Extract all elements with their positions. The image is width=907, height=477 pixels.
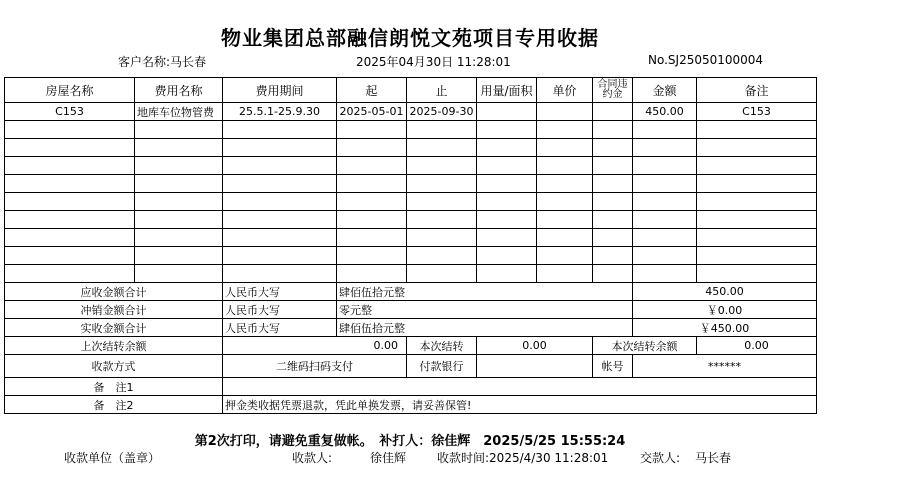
header-cell: 起 bbox=[337, 78, 407, 103]
table-cell bbox=[135, 193, 223, 211]
header-cell: 合同违约金 bbox=[593, 78, 633, 103]
table-row bbox=[5, 121, 817, 139]
table-cell bbox=[477, 103, 537, 121]
rmb-label: 人民币大写 bbox=[223, 301, 337, 319]
table-cell bbox=[593, 229, 633, 247]
table-cell bbox=[337, 229, 407, 247]
table-cell bbox=[697, 265, 817, 283]
customer-name: 客户名称:马长春 bbox=[118, 55, 207, 69]
table-cell: 2025-09-30 bbox=[407, 103, 477, 121]
summary-row-receivable bbox=[5, 283, 817, 301]
table-cell bbox=[5, 265, 135, 283]
table-cell bbox=[407, 211, 477, 229]
table-cell bbox=[697, 247, 817, 265]
table-row bbox=[5, 157, 817, 175]
last-balance-value: 0.00 bbox=[223, 337, 407, 355]
table-cell bbox=[697, 229, 817, 247]
account-value: ****** bbox=[633, 355, 817, 378]
table-cell bbox=[5, 139, 135, 157]
table-cell bbox=[337, 175, 407, 193]
table-header-row bbox=[5, 78, 817, 103]
table-cell bbox=[407, 265, 477, 283]
table-row bbox=[5, 247, 817, 265]
table-cell bbox=[537, 265, 593, 283]
table-cell bbox=[407, 229, 477, 247]
table-cell bbox=[633, 193, 697, 211]
receipt-number: No.SJ25050100004 bbox=[648, 53, 764, 67]
table-cell bbox=[477, 229, 537, 247]
table-cell bbox=[593, 193, 633, 211]
table-cell bbox=[633, 247, 697, 265]
payer-bank-value bbox=[477, 355, 593, 378]
collecting-unit: 收款单位（盖章） bbox=[64, 451, 161, 465]
this-balance-value: 0.00 bbox=[697, 337, 817, 355]
table-cell bbox=[633, 121, 697, 139]
table-cell bbox=[337, 139, 407, 157]
table-cell bbox=[537, 193, 593, 211]
table-cell bbox=[633, 139, 697, 157]
table-cell: 25.5.1-25.9.30 bbox=[223, 103, 337, 121]
table-cell bbox=[135, 229, 223, 247]
table-cell bbox=[633, 157, 697, 175]
table-cell bbox=[5, 157, 135, 175]
table-cell bbox=[537, 247, 593, 265]
table-cell bbox=[477, 121, 537, 139]
table-row bbox=[5, 175, 817, 193]
table-cell bbox=[697, 211, 817, 229]
amount-value: ￥0.00 bbox=[633, 301, 817, 319]
table-cell bbox=[537, 157, 593, 175]
table-cell bbox=[697, 157, 817, 175]
this-balance-label: 本次结转余额 bbox=[593, 337, 697, 355]
table-cell bbox=[407, 157, 477, 175]
table-cell bbox=[633, 229, 697, 247]
rmb-label: 人民币大写 bbox=[223, 283, 337, 301]
table-cell bbox=[593, 265, 633, 283]
header-cell: 金额 bbox=[633, 78, 697, 103]
table-cell bbox=[135, 247, 223, 265]
table-cell bbox=[223, 175, 337, 193]
receipt-title: 物业集团总部融信朗悦文苑项目专用收据 bbox=[221, 26, 599, 50]
reprint-notice: 第2次打印，请避免重复做帐。 补打人：徐佳辉 2025/5/25 15:55:24 bbox=[194, 434, 626, 449]
table-cell bbox=[407, 193, 477, 211]
table-cell bbox=[593, 247, 633, 265]
table-cell bbox=[477, 247, 537, 265]
header-cell: 备注 bbox=[697, 78, 817, 103]
table-row bbox=[5, 193, 817, 211]
last-balance-label: 上次结转余额 bbox=[5, 337, 223, 355]
table-row bbox=[5, 211, 817, 229]
payer-name: 马长春 bbox=[695, 451, 732, 465]
summary-row-actual bbox=[5, 319, 817, 337]
header-cell: 用量/面积 bbox=[477, 78, 537, 103]
header-cell: 单价 bbox=[537, 78, 593, 103]
table-cell bbox=[407, 175, 477, 193]
remark1-row bbox=[5, 378, 817, 396]
table-cell bbox=[593, 175, 633, 193]
table-cell bbox=[337, 265, 407, 283]
table-cell bbox=[477, 139, 537, 157]
remark1-label: 备 注1 bbox=[5, 378, 223, 396]
table-cell bbox=[537, 229, 593, 247]
amount-value: ￥450.00 bbox=[633, 319, 817, 337]
payment-row bbox=[5, 355, 817, 378]
receipt-datetime: 2025年04月30日 11:28:01 bbox=[356, 55, 511, 69]
summary-row-offset bbox=[5, 301, 817, 319]
table-cell bbox=[477, 211, 537, 229]
collect-time: 收款时间:2025/4/30 11:28:01 bbox=[437, 451, 609, 465]
payee-name: 徐佳辉 bbox=[370, 451, 407, 465]
table-cell bbox=[407, 121, 477, 139]
summary-label: 实收金额合计 bbox=[5, 319, 223, 337]
table-row bbox=[5, 139, 817, 157]
remark1-value bbox=[223, 378, 817, 396]
table-cell bbox=[135, 139, 223, 157]
table-cell: C153 bbox=[697, 103, 817, 121]
payer-bank-label: 付款银行 bbox=[407, 355, 477, 378]
table-cell bbox=[537, 139, 593, 157]
table-cell bbox=[337, 193, 407, 211]
table-cell bbox=[633, 211, 697, 229]
table-cell bbox=[223, 121, 337, 139]
table-cell bbox=[337, 211, 407, 229]
table-row bbox=[5, 229, 817, 247]
remark2-value: 押金类收据凭票退款，凭此单换发票，请妥善保管! bbox=[223, 396, 817, 414]
table-cell bbox=[5, 247, 135, 265]
table-cell bbox=[593, 139, 633, 157]
table-cell bbox=[593, 121, 633, 139]
table-cell bbox=[537, 121, 593, 139]
table-cell bbox=[223, 229, 337, 247]
table-cell bbox=[477, 175, 537, 193]
payment-method-value: 二维码扫码支付 bbox=[223, 355, 407, 378]
table-cell bbox=[223, 139, 337, 157]
table-cell: 2025-05-01 bbox=[337, 103, 407, 121]
header-cell: 费用期间 bbox=[223, 78, 337, 103]
table-cell bbox=[697, 175, 817, 193]
amount-upper: 肆佰伍拾元整 bbox=[337, 283, 633, 301]
this-carry-value: 0.00 bbox=[477, 337, 593, 355]
remark2-label: 备 注2 bbox=[5, 396, 223, 414]
table-cell bbox=[697, 139, 817, 157]
table-cell bbox=[5, 229, 135, 247]
amount-upper: 肆佰伍拾元整 bbox=[337, 319, 633, 337]
payee-label: 收款人: bbox=[292, 451, 333, 465]
table-cell bbox=[223, 265, 337, 283]
table-cell bbox=[537, 103, 593, 121]
table-cell bbox=[135, 265, 223, 283]
table-cell bbox=[135, 211, 223, 229]
payer-label: 交款人: bbox=[640, 451, 681, 465]
table-cell bbox=[593, 211, 633, 229]
amount-upper: 零元整 bbox=[337, 301, 633, 319]
table-cell bbox=[633, 265, 697, 283]
table-cell: 地库车位物管费 bbox=[135, 103, 223, 121]
table-cell bbox=[223, 157, 337, 175]
table-cell bbox=[5, 175, 135, 193]
table-cell bbox=[223, 193, 337, 211]
table-cell bbox=[223, 247, 337, 265]
table-cell bbox=[337, 247, 407, 265]
table-row bbox=[5, 265, 817, 283]
table-cell bbox=[593, 157, 633, 175]
table-cell bbox=[337, 157, 407, 175]
table-cell bbox=[593, 103, 633, 121]
rmb-label: 人民币大写 bbox=[223, 319, 337, 337]
table-cell bbox=[135, 157, 223, 175]
table-cell bbox=[407, 247, 477, 265]
table-cell bbox=[477, 157, 537, 175]
this-carry-label: 本次结转 bbox=[407, 337, 477, 355]
table-cell bbox=[337, 121, 407, 139]
amount-value: 450.00 bbox=[633, 283, 817, 301]
table-cell bbox=[5, 193, 135, 211]
table-cell bbox=[537, 175, 593, 193]
table-row bbox=[5, 103, 817, 121]
balance-row bbox=[5, 337, 817, 355]
header-cell: 止 bbox=[407, 78, 477, 103]
payment-method-label: 收款方式 bbox=[5, 355, 223, 378]
table-cell bbox=[477, 265, 537, 283]
table-cell bbox=[697, 193, 817, 211]
table-cell bbox=[697, 121, 817, 139]
table-cell bbox=[135, 121, 223, 139]
account-label: 帐号 bbox=[593, 355, 633, 378]
summary-label: 应收金额合计 bbox=[5, 283, 223, 301]
table-cell bbox=[537, 211, 593, 229]
summary-label: 冲销金额合计 bbox=[5, 301, 223, 319]
table-cell bbox=[5, 211, 135, 229]
table-cell bbox=[633, 175, 697, 193]
table-cell: C153 bbox=[5, 103, 135, 121]
header-cell: 房屋名称 bbox=[5, 78, 135, 103]
remark2-row bbox=[5, 396, 817, 414]
table-cell bbox=[5, 121, 135, 139]
table-cell bbox=[477, 193, 537, 211]
table-cell: 450.00 bbox=[633, 103, 697, 121]
receipt-table bbox=[4, 77, 817, 414]
header-cell: 费用名称 bbox=[135, 78, 223, 103]
table-cell bbox=[223, 211, 337, 229]
table-cell bbox=[407, 139, 477, 157]
table-cell bbox=[135, 175, 223, 193]
